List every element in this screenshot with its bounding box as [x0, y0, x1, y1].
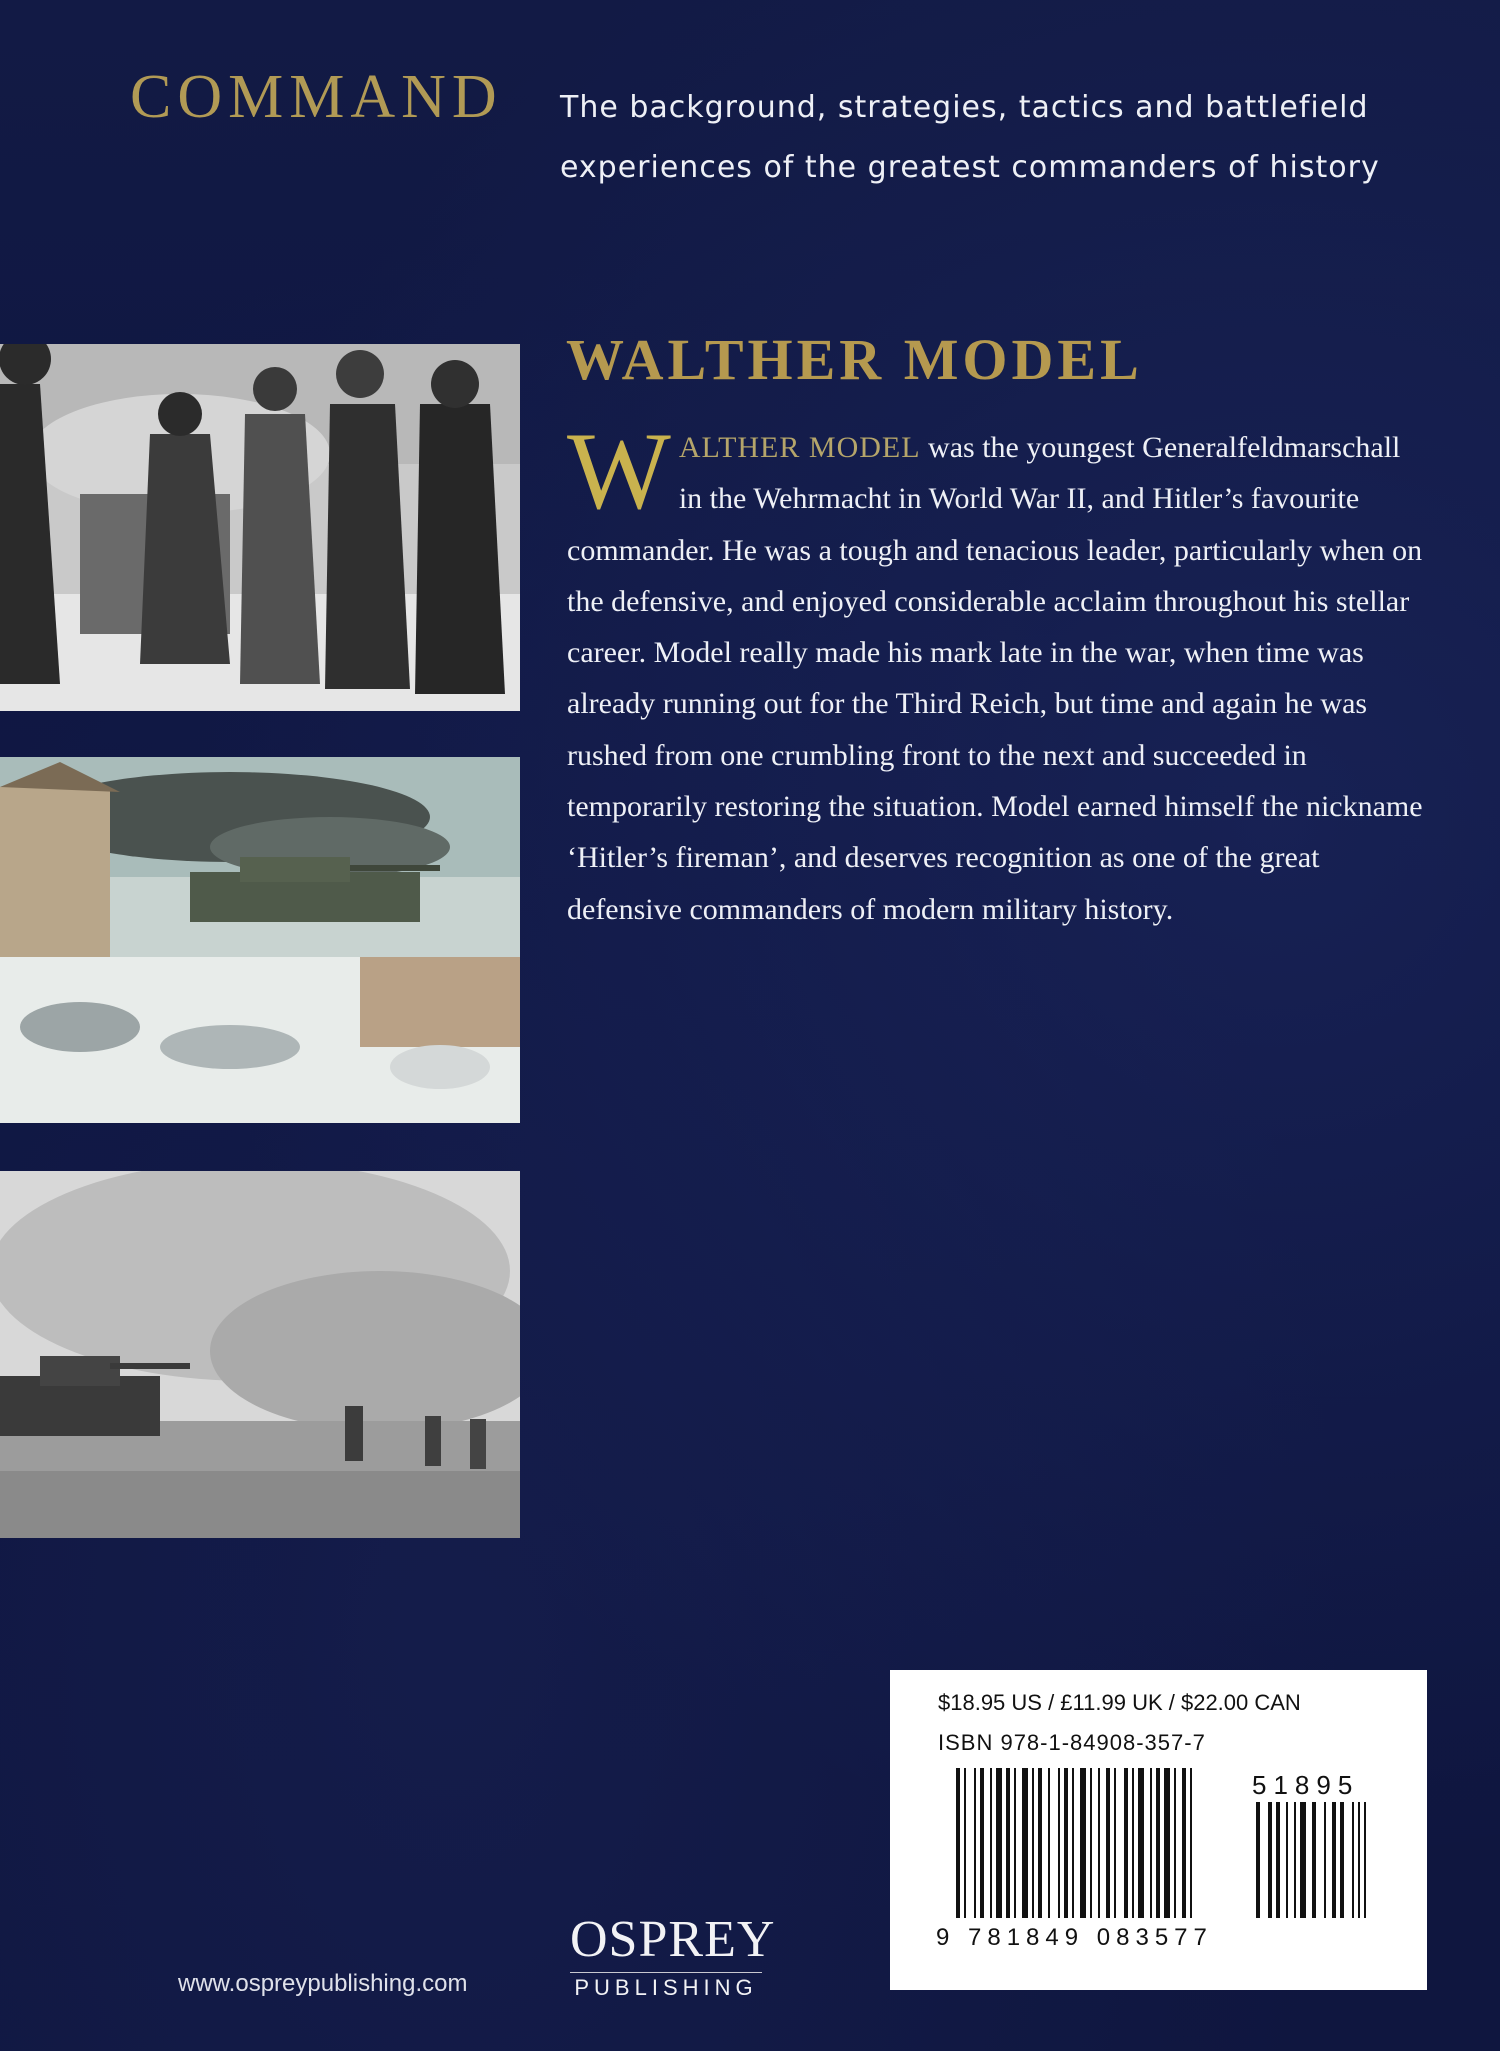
isbn-text: ISBN 978-1-84908-357-7 [938, 1730, 1206, 1755]
barcode-bar [1048, 1768, 1050, 1918]
barcode-addon-bar [1300, 1802, 1306, 1918]
publisher-sub: PUBLISHING [570, 1972, 762, 2001]
blurb-drop-cap: W [567, 410, 671, 532]
barcode-bar [980, 1768, 984, 1918]
barcode-bar [1114, 1768, 1116, 1918]
barcode-bar [1150, 1768, 1152, 1918]
barcode-addon-bar [1352, 1802, 1354, 1918]
barcode-bar [1022, 1768, 1028, 1918]
barcode-bar [1090, 1768, 1092, 1918]
barcode-addon-bar [1286, 1802, 1288, 1918]
barcode-bar [1038, 1768, 1042, 1918]
barcode-bar [1164, 1768, 1170, 1918]
price-barcode-box [890, 1670, 1427, 1990]
barcode-addon-bar [1340, 1802, 1344, 1918]
blurb-text: was the youngest Generalfeldmarschall in the Wehrmacht in World War II, and Hitler’s favourite commander. He was a tough and tenacious leader, particularly when on the defensive, and enjoyed considerable acclaim throughout his stellar career. Model really made his mark late in the war, when time was already running out for the Third Reich, but time and again he was rushed from one crumbling front to the next and succeeded in temporarily restoring the situation. Model earned himself the nickname ‘Hitler’s fireman’, and deserves recognition as one of the great defensive commanders of modern military history. [567, 431, 1423, 926]
book-title: WALTHER MODEL [566, 327, 1143, 392]
series-tagline [560, 78, 1460, 198]
barcode-bar [1156, 1768, 1160, 1918]
barcode-bar [1190, 1768, 1192, 1918]
barcode-addon-bar [1332, 1802, 1336, 1918]
barcode-bar [1132, 1768, 1134, 1918]
publisher-logo [570, 1911, 776, 2001]
barcode-digits: 9 781849 083577 [936, 1924, 1213, 1951]
barcode-addon-bar [1276, 1802, 1280, 1918]
barcode-bar [996, 1768, 1002, 1918]
barcode-addon-digits: 51895 [1252, 1770, 1360, 1800]
photo-tank-advance [0, 1171, 520, 1538]
barcode-addon-bar [1324, 1802, 1326, 1918]
blurb-lead: ALTHER MODEL [678, 431, 921, 464]
barcode-bar [1080, 1768, 1086, 1918]
publisher-website: www.ospreypublishing.com [178, 1970, 468, 1997]
series-tagline-line-2: experiences of the greatest commanders of history [560, 150, 1380, 185]
barcode-bar [1006, 1768, 1010, 1918]
barcode-bar [974, 1768, 976, 1918]
barcode-addon-bar [1358, 1802, 1360, 1918]
barcode-addon-bar [1268, 1802, 1272, 1918]
book-blurb [567, 410, 1427, 935]
barcode-addon-bar [1364, 1802, 1366, 1918]
barcode-bar [1072, 1768, 1074, 1918]
barcode-addon-bar [1294, 1802, 1296, 1918]
barcode-bar [1182, 1768, 1186, 1918]
barcode-bar [1058, 1768, 1060, 1918]
barcode-bar [964, 1768, 966, 1918]
barcode-bar [1174, 1768, 1176, 1918]
barcode-bar [1106, 1768, 1110, 1918]
price-text: $18.95 US / £11.99 UK / $22.00 CAN [938, 1690, 1301, 1715]
barcode-addon-bar [1312, 1802, 1316, 1918]
series-tagline-line-1: The background, strategies, tactics and battlefield [560, 90, 1369, 125]
barcode-bar [1138, 1768, 1144, 1918]
publisher-name: OSPREY [570, 1911, 776, 1968]
barcode-bar [1032, 1768, 1034, 1918]
photo-officers-winter [0, 344, 520, 711]
barcode-bar [1014, 1768, 1016, 1918]
illustration-winter-battle [0, 757, 520, 1123]
series-name: COMMAND [130, 63, 503, 131]
barcode-bar [1064, 1768, 1068, 1918]
barcode-bar [1124, 1768, 1128, 1918]
barcode-bar [956, 1768, 960, 1918]
barcode-addon-bar [1256, 1802, 1260, 1918]
barcode-bar [990, 1768, 992, 1918]
barcode-bar [1098, 1768, 1100, 1918]
